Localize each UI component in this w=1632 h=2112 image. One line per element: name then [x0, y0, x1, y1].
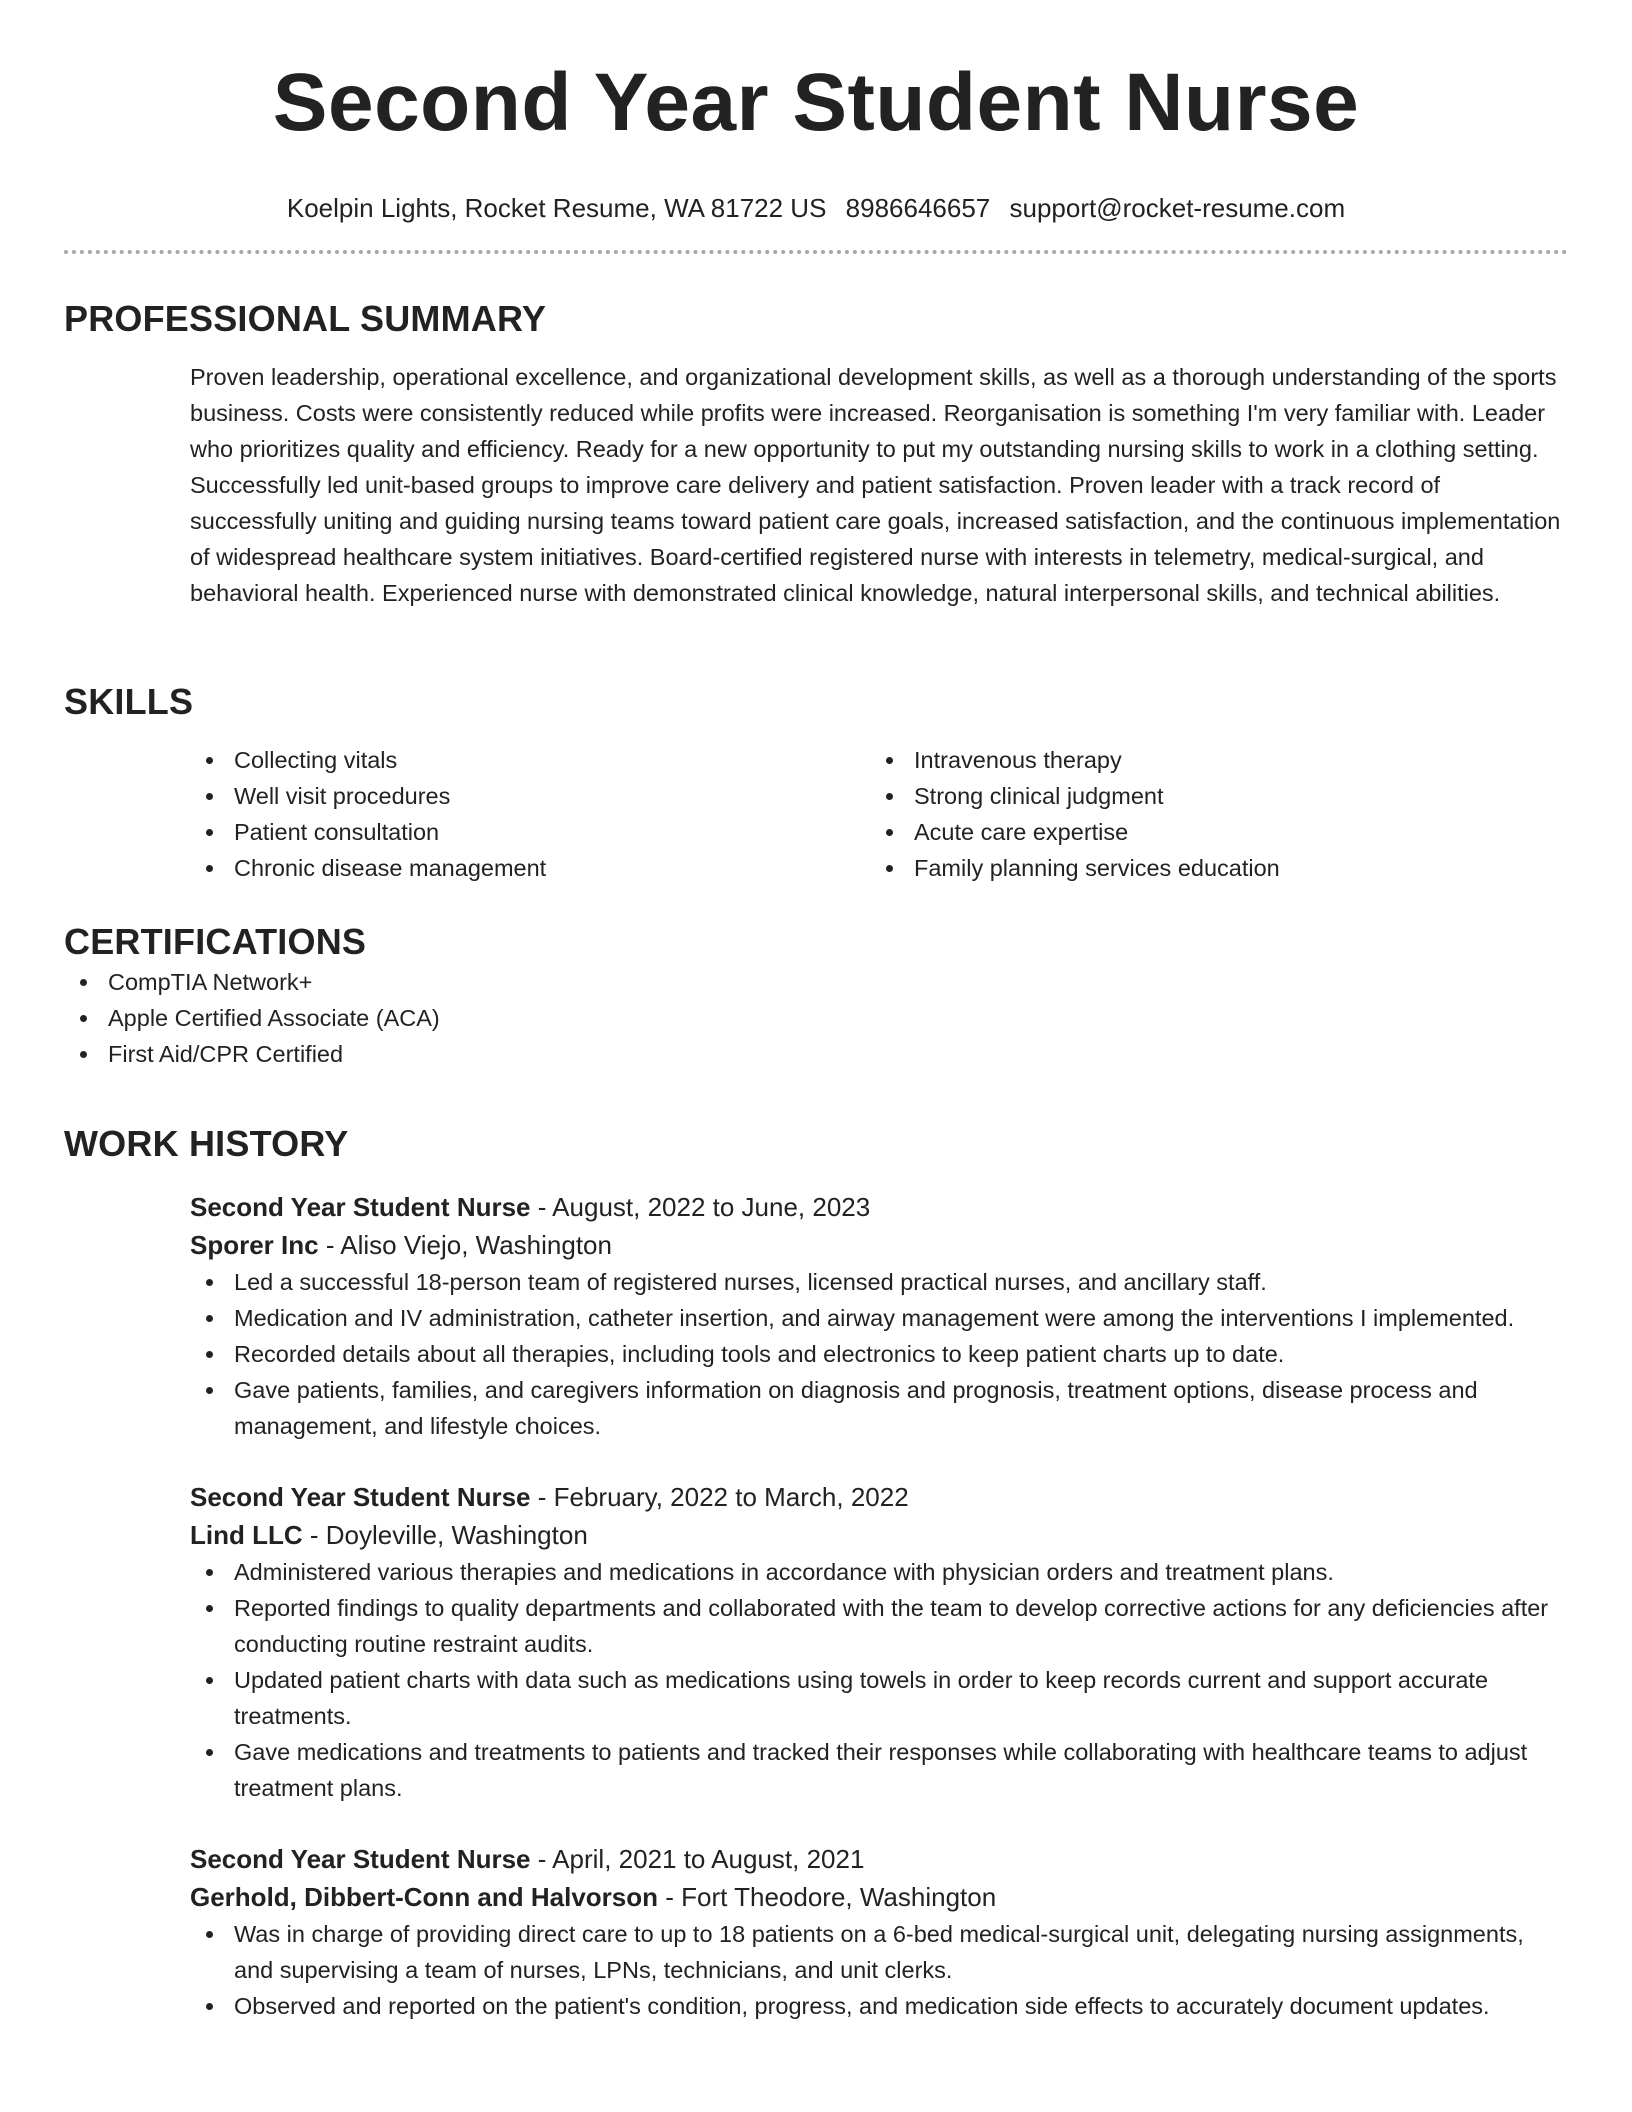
resume-header: [64, 48, 1568, 224]
contact-phone: 8986646657: [845, 193, 991, 223]
job-bullets: [190, 1554, 1568, 1806]
job-bullet: Gave patients, families, and caregivers information on diagnosis and prognosis, treatment options, disease process and management, and lifestyle choices.: [190, 1372, 1568, 1444]
job-bullet: Updated patient charts with data such as medications using towels in order to keep records current and support accurate treatments.: [190, 1662, 1568, 1734]
skill-item: Well visit procedures: [190, 778, 870, 814]
certification-item: First Aid/CPR Certified: [64, 1036, 1568, 1072]
job-company: Lind LLC: [190, 1520, 303, 1550]
job-bullet: Led a successful 18-person team of registered nurses, licensed practical nurses, and ancillary staff.: [190, 1264, 1568, 1300]
certifications-heading: CERTIFICATIONS: [64, 921, 367, 962]
skill-item: Chronic disease management: [190, 850, 870, 886]
candidate-name: Second Year Student Nurse: [272, 57, 1360, 148]
contact-address: Koelpin Lights, Rocket Resume, WA 81722 US: [286, 193, 827, 223]
certifications-section: [64, 920, 1568, 1072]
summary-heading: PROFESSIONAL SUMMARY: [64, 298, 547, 339]
job-title-line: [190, 1188, 1568, 1226]
skill-item: Collecting vitals: [190, 742, 870, 778]
skill-item: Family planning services education: [870, 850, 1550, 886]
contact-email: support@rocket-resume.com: [1009, 193, 1346, 223]
job-bullets: [190, 1264, 1568, 1444]
job-bullet: Medication and IV administration, catheter insertion, and airway management were among the interventions I implemented.: [190, 1300, 1568, 1336]
job-bullet: Observed and reported on the patient's condition, progress, and medication side effects to accurately document updates.: [190, 1988, 1568, 2024]
work-history-heading: WORK HISTORY: [64, 1123, 349, 1164]
skills-list-left: [190, 742, 870, 886]
job-dates: - August, 2022 to June, 2023: [530, 1192, 871, 1222]
certification-item: Apple Certified Associate (ACA): [64, 1000, 1568, 1036]
job-company: Gerhold, Dibbert-Conn and Halvorson: [190, 1882, 659, 1912]
skills-grid: [190, 742, 1568, 886]
job-bullet: Administered various therapies and medications in accordance with physician orders and treatment plans.: [190, 1554, 1568, 1590]
job-bullet: Reported findings to quality departments and collaborated with the team to develop corrective actions for any deficiencies after conducting routine restraint audits.: [190, 1590, 1568, 1662]
job-entry: [190, 1840, 1568, 2024]
skills-heading: SKILLS: [64, 681, 194, 722]
skill-item: Strong clinical judgment: [870, 778, 1550, 814]
job-bullet: Recorded details about all therapies, including tools and electronics to keep patient charts up to date.: [190, 1336, 1568, 1372]
header-divider: [64, 250, 1568, 254]
job-company: Sporer Inc: [190, 1230, 319, 1260]
job-role: Second Year Student Nurse: [190, 1844, 531, 1874]
job-company-line: [190, 1226, 1568, 1264]
job-company-line: [190, 1878, 1568, 1916]
job-role: Second Year Student Nurse: [190, 1482, 531, 1512]
job-location: - Fort Theodore, Washington: [658, 1882, 997, 1912]
summary-text: Proven leadership, operational excellence, and organizational development skills, as well as a thorough understanding of the sports business. Costs were consistently reduced while profits were increased. Reorganisation is something I'm very familiar with. Leader who prioritizes quality and efficiency. Ready for a new opportunity to put my outstanding nursing skills to work in a clothing setting. Successfully led unit-based groups to improve care delivery and patient satisfaction. Proven leader with a track record of successfully uniting and guiding nursing teams toward patient care goals, increased satisfaction, and the continuous implementation of widespread healthcare system initiatives. Board-certified registered nurse with interests in telemetry, medical-surgical, and behavioral health. Experienced nurse with demonstrated clinical knowledge, natural interpersonal skills, and technical abilities.: [190, 364, 1561, 606]
job-entry: [190, 1478, 1568, 1806]
job-bullets: [190, 1916, 1568, 2024]
job-entry: [190, 1188, 1568, 1444]
skill-item: Acute care expertise: [870, 814, 1550, 850]
job-title-line: [190, 1840, 1568, 1878]
work-history-section: [64, 1122, 1568, 2024]
skills-section: [64, 680, 1568, 886]
job-role: Second Year Student Nurse: [190, 1192, 531, 1222]
job-location: - Doyleville, Washington: [302, 1520, 588, 1550]
job-title-line: [190, 1478, 1568, 1516]
skills-list-right: [870, 742, 1550, 886]
certifications-list: [64, 964, 1568, 1072]
job-company-line: [190, 1516, 1568, 1554]
job-bullet: Was in charge of providing direct care to up to 18 patients on a 6-bed medical-surgical unit, delegating nursing assignments, and supervising a team of nurses, LPNs, technicians, and unit clerks.: [190, 1916, 1568, 1988]
job-dates: - February, 2022 to March, 2022: [530, 1482, 909, 1512]
skill-item: Intravenous therapy: [870, 742, 1550, 778]
contact-line: [64, 192, 1568, 224]
skill-item: Patient consultation: [190, 814, 870, 850]
job-location: - Aliso Viejo, Washington: [318, 1230, 612, 1260]
certification-item: CompTIA Network+: [64, 964, 1568, 1000]
summary-section: [64, 297, 1568, 611]
job-dates: - April, 2021 to August, 2021: [530, 1844, 865, 1874]
job-bullet: Gave medications and treatments to patients and tracked their responses while collaborating with healthcare teams to adjust treatment plans.: [190, 1734, 1568, 1806]
